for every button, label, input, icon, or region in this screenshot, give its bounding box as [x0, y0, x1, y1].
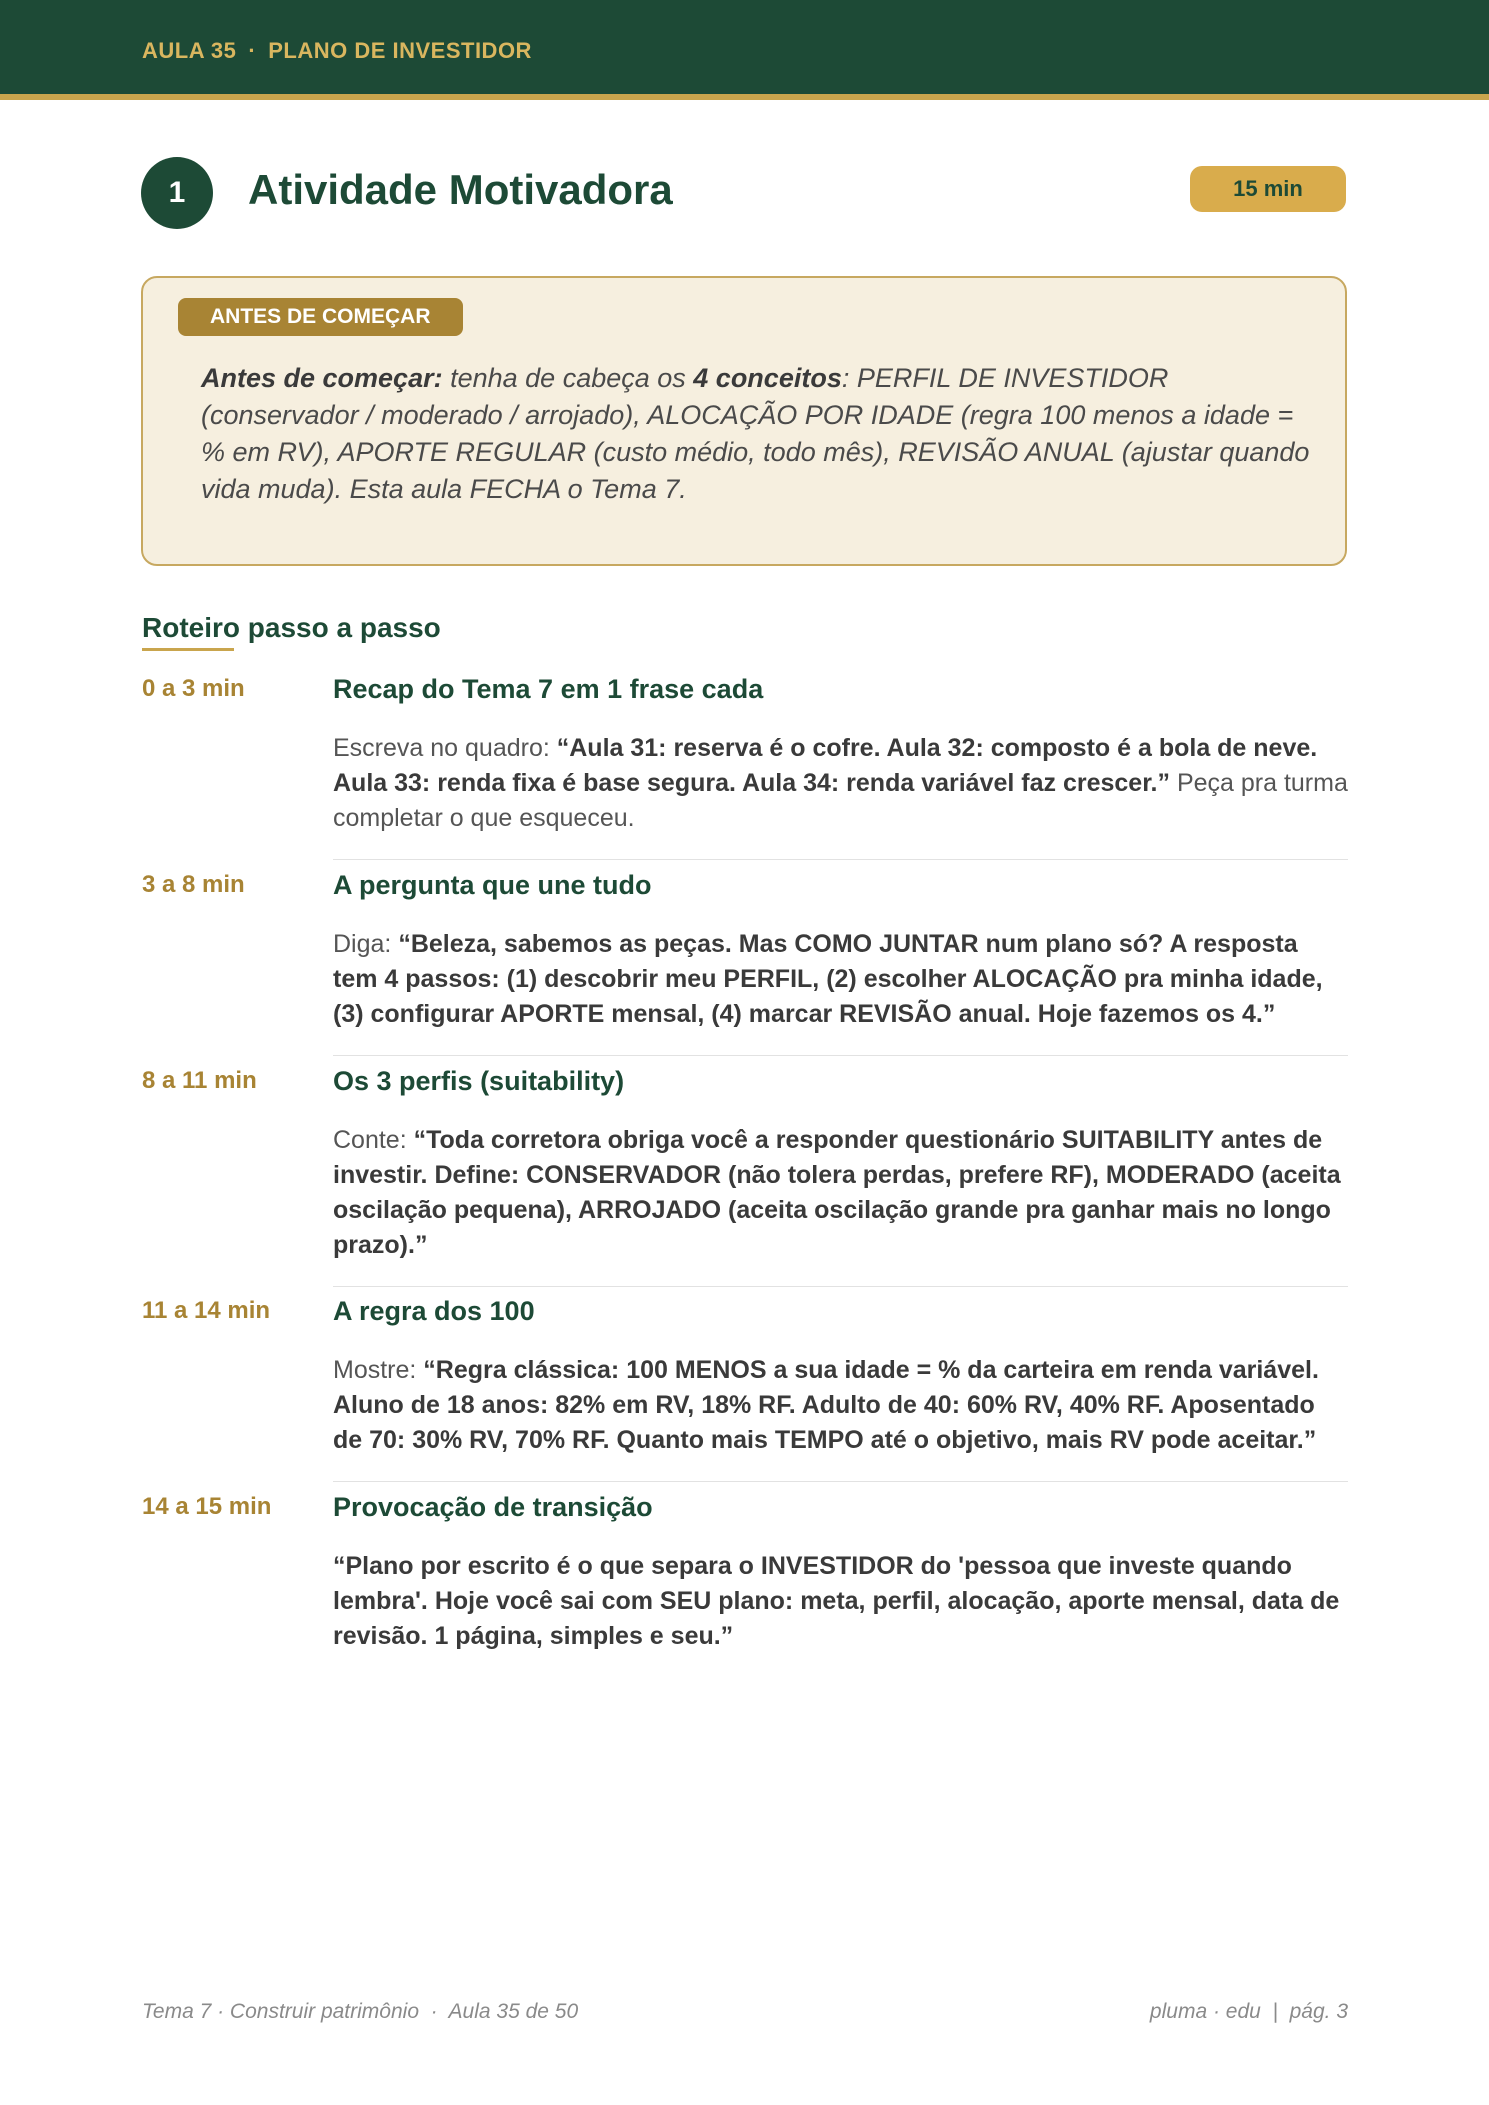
header-lesson: AULA 35: [142, 38, 237, 63]
callout-text-b: : PERFIL DE INVESTIDOR (conservador / moderado / arrojado), ALOCAÇÃO POR IDADE (regra 100 menos a idade = % em RV), APORTE REGULAR (custo médio, todo mês), REVISÃO ANUAL (ajustar quando vida muda). Esta aula FECHA o Tema 7.: [201, 363, 1310, 504]
roteiro-heading: Roteiro passo a passo: [142, 612, 441, 643]
step-title: Os 3 perfis (suitability): [333, 1066, 625, 1096]
step-body: [333, 731, 1348, 836]
step-body: [333, 1353, 1348, 1458]
callout-text-a: tenha de cabeça os: [442, 363, 694, 393]
callout-tag: ANTES DE COMEÇAR: [178, 298, 463, 336]
step-prefix: Conte:: [333, 1126, 414, 1154]
step-time: 8 a 11 min: [142, 1067, 257, 1094]
step-quote: “Regra clássica: 100 MENOS a sua idade = % da carteira em renda variável. Aluno de 18 anos: 82% em RV, 18% RF. Adulto de 40: 60% RV, 40% RF. Aposentado de 70: 30% RV, 70% RF. Quanto mais TEMPO até o objetivo, mais RV pode aceitar.”: [333, 1356, 1319, 1454]
step-body: [333, 927, 1348, 1032]
roteiro-underline: [142, 648, 234, 651]
step-divider: [333, 1286, 1348, 1287]
step-body: [333, 1549, 1348, 1654]
page-header: [0, 0, 1489, 100]
step-prefix: Mostre:: [333, 1356, 424, 1384]
callout-lead: Antes de começar:: [201, 363, 443, 393]
step-divider: [333, 859, 1348, 860]
step-prefix: Diga:: [333, 930, 399, 958]
step-divider: [333, 1481, 1348, 1482]
step-time: 0 a 3 min: [142, 675, 245, 702]
page-title: Atividade Motivadora: [248, 166, 673, 213]
step-prefix: Escreva no quadro:: [333, 734, 557, 762]
header-separator: ·: [248, 38, 257, 63]
step-title: Recap do Tema 7 em 1 frase cada: [333, 674, 764, 704]
section-number-badge: 1: [141, 157, 213, 229]
callout-text: [201, 360, 1311, 508]
step-title: A pergunta que une tudo: [333, 870, 652, 900]
header-plan: PLANO DE INVESTIDOR: [268, 38, 532, 63]
step-title: Provocação de transição: [333, 1492, 653, 1522]
footer-course-info: Tema 7 · Construir patrimônio · Aula 35 de 50: [142, 2000, 579, 2023]
callout-concepts: 4 conceitos: [693, 363, 842, 393]
step-body: [333, 1123, 1348, 1263]
step-quote: “Aula 31: reserva é o cofre. Aula 32: composto é a bola de neve. Aula 33: renda fixa é base segura. Aula 34: renda variável faz crescer.”: [333, 734, 1318, 797]
step-divider: [333, 1055, 1348, 1056]
step-title: A regra dos 100: [333, 1296, 535, 1326]
step-time: 11 a 14 min: [142, 1297, 271, 1324]
duration-badge: 15 min: [1190, 166, 1346, 212]
step-quote: “Toda corretora obriga você a responder questionário SUITABILITY antes de investir. Define: CONSERVADOR (não tolera perdas, prefere RF), MODERADO (aceita oscilação pequena), ARROJADO (aceita oscilação grande pra ganhar mais no longo prazo).”: [333, 1126, 1341, 1259]
step-quote: “Beleza, sabemos as peças. Mas COMO JUNTAR num plano só? A resposta tem 4 passos: (1) descobrir meu PERFIL, (2) escolher ALOCAÇÃO pra minha idade, (3) configurar APORTE mensal, (4) marcar REVISÃO anual. Hoje fazemos os 4.”: [333, 930, 1323, 1028]
step-time: 14 a 15 min: [142, 1493, 272, 1520]
header-label: [142, 38, 532, 64]
before-start-callout: [141, 276, 1347, 566]
step-suffix: Peça pra turma completar o que esqueceu.: [333, 769, 1348, 832]
footer-page-info: pluma · edu | pág. 3: [1149, 2000, 1348, 2023]
step-quote: “Plano por escrito é o que separa o INVESTIDOR do 'pessoa que investe quando lembra'. Hoje você sai com SEU plano: meta, perfil, alocação, aporte mensal, data de revisão. 1 página, simples e seu.”: [333, 1552, 1340, 1650]
step-time: 3 a 8 min: [142, 871, 245, 898]
